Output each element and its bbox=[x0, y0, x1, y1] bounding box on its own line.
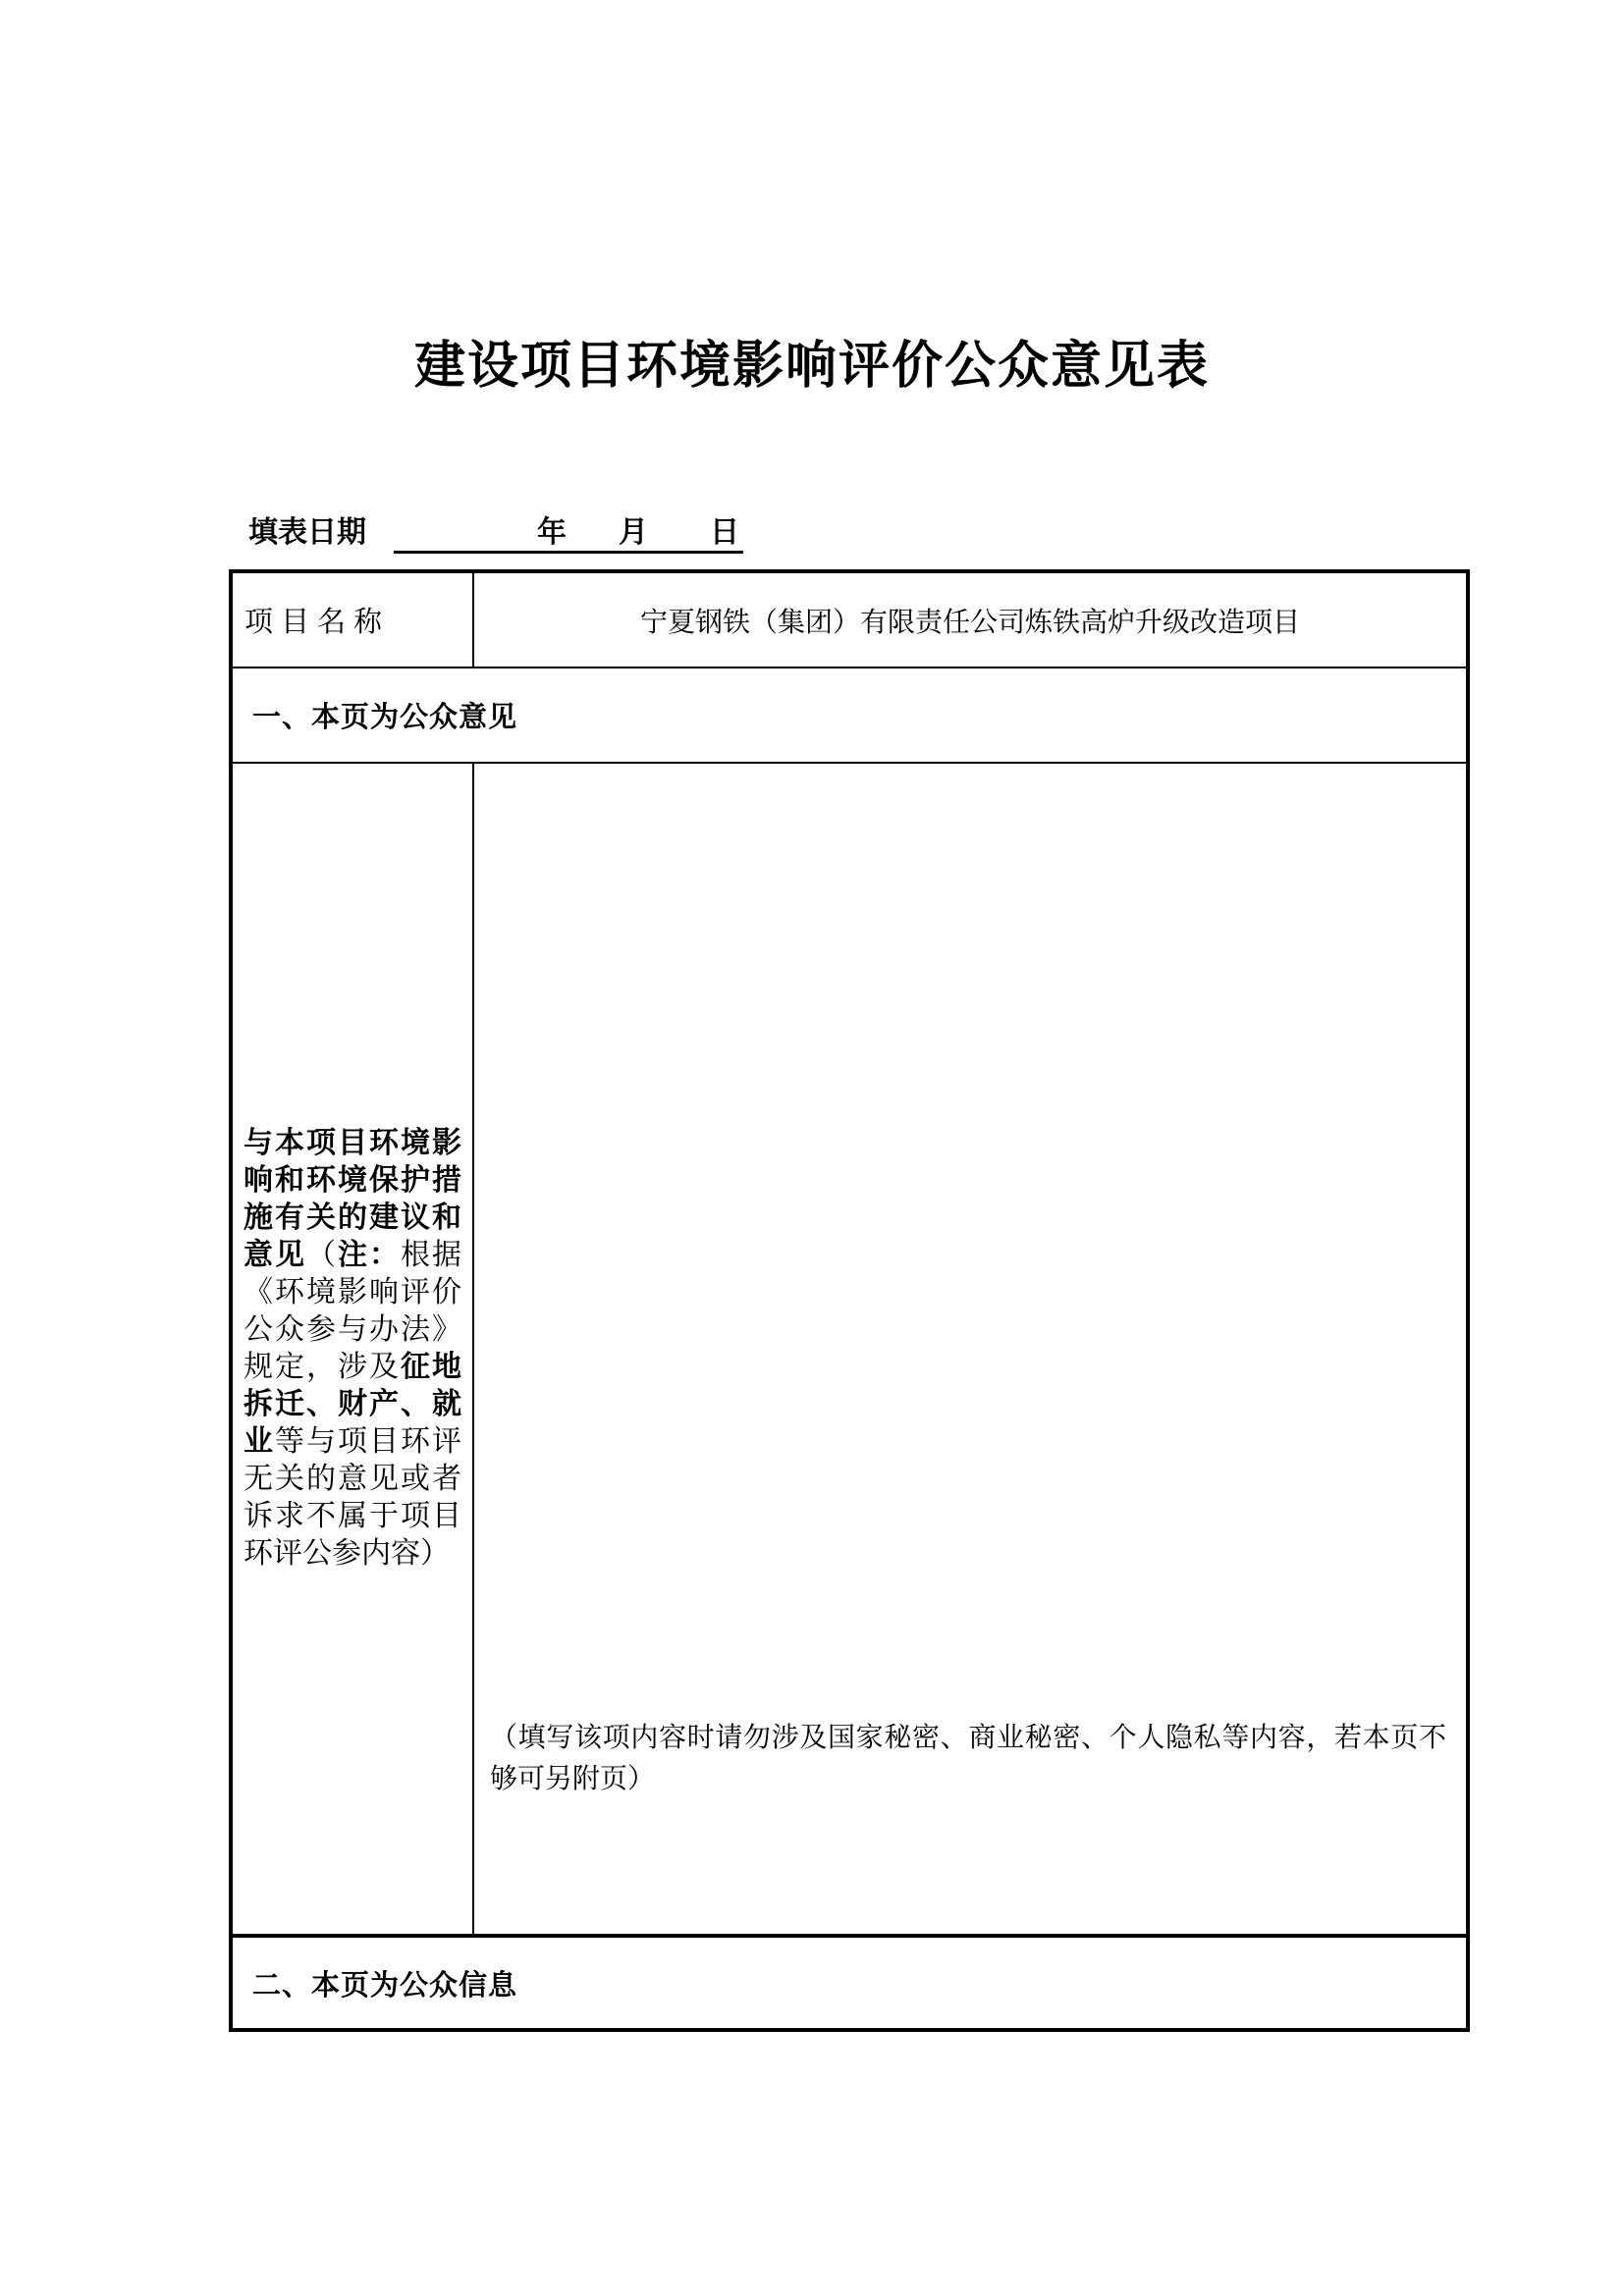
section2-header-row bbox=[233, 1934, 1466, 2028]
opinion-row bbox=[233, 762, 1466, 1934]
form-table bbox=[229, 569, 1470, 2032]
fill-date-label: 填表日期 bbox=[248, 516, 366, 549]
opinion-label-regular-1: （ bbox=[306, 1239, 338, 1271]
project-name-label: 项目名称 bbox=[233, 573, 474, 667]
opinion-label-cell bbox=[233, 764, 474, 1934]
section1-header-row bbox=[233, 667, 1466, 762]
opinion-note: （填写该项内容时请勿涉及国家秘密、商业秘密、个人隐私等内容，若本页不够可另附页） bbox=[490, 1723, 1446, 1794]
section2-heading: 二、本页为公众信息 bbox=[252, 1969, 518, 2002]
fill-date-blank bbox=[394, 512, 743, 554]
section1-heading: 一、本页为公众意见 bbox=[252, 702, 518, 733]
opinion-label-bold-1: 与本项目环境影响和环境保护措施有关的建议和意见 bbox=[244, 1127, 461, 1271]
opinion-entry-area bbox=[474, 764, 1466, 1934]
project-name-row bbox=[233, 573, 1466, 667]
opinion-label-bold-2: 注： bbox=[338, 1239, 401, 1271]
day-label: 日 bbox=[710, 516, 739, 549]
opinion-label-bold-3: 征地拆迁、财产、就业 bbox=[244, 1351, 461, 1458]
opinion-label-regular-2: 根据《环境影响评价公众参与办法》规定，涉及 bbox=[244, 1239, 461, 1383]
document-title: 建设项目环境影响评价公众意见表 bbox=[413, 338, 1210, 395]
fill-date-line bbox=[248, 512, 743, 554]
opinion-label-regular-3: 等与项目环评无关的意见或者诉求不属于项目环评公参内容） bbox=[244, 1425, 461, 1570]
project-name-value: 宁夏钢铁（集团）有限责任公司炼铁高炉升级改造项目 bbox=[639, 607, 1300, 638]
year-label: 年 bbox=[537, 516, 567, 549]
opinion-label-text bbox=[244, 1125, 461, 1573]
month-label: 月 bbox=[619, 516, 648, 549]
